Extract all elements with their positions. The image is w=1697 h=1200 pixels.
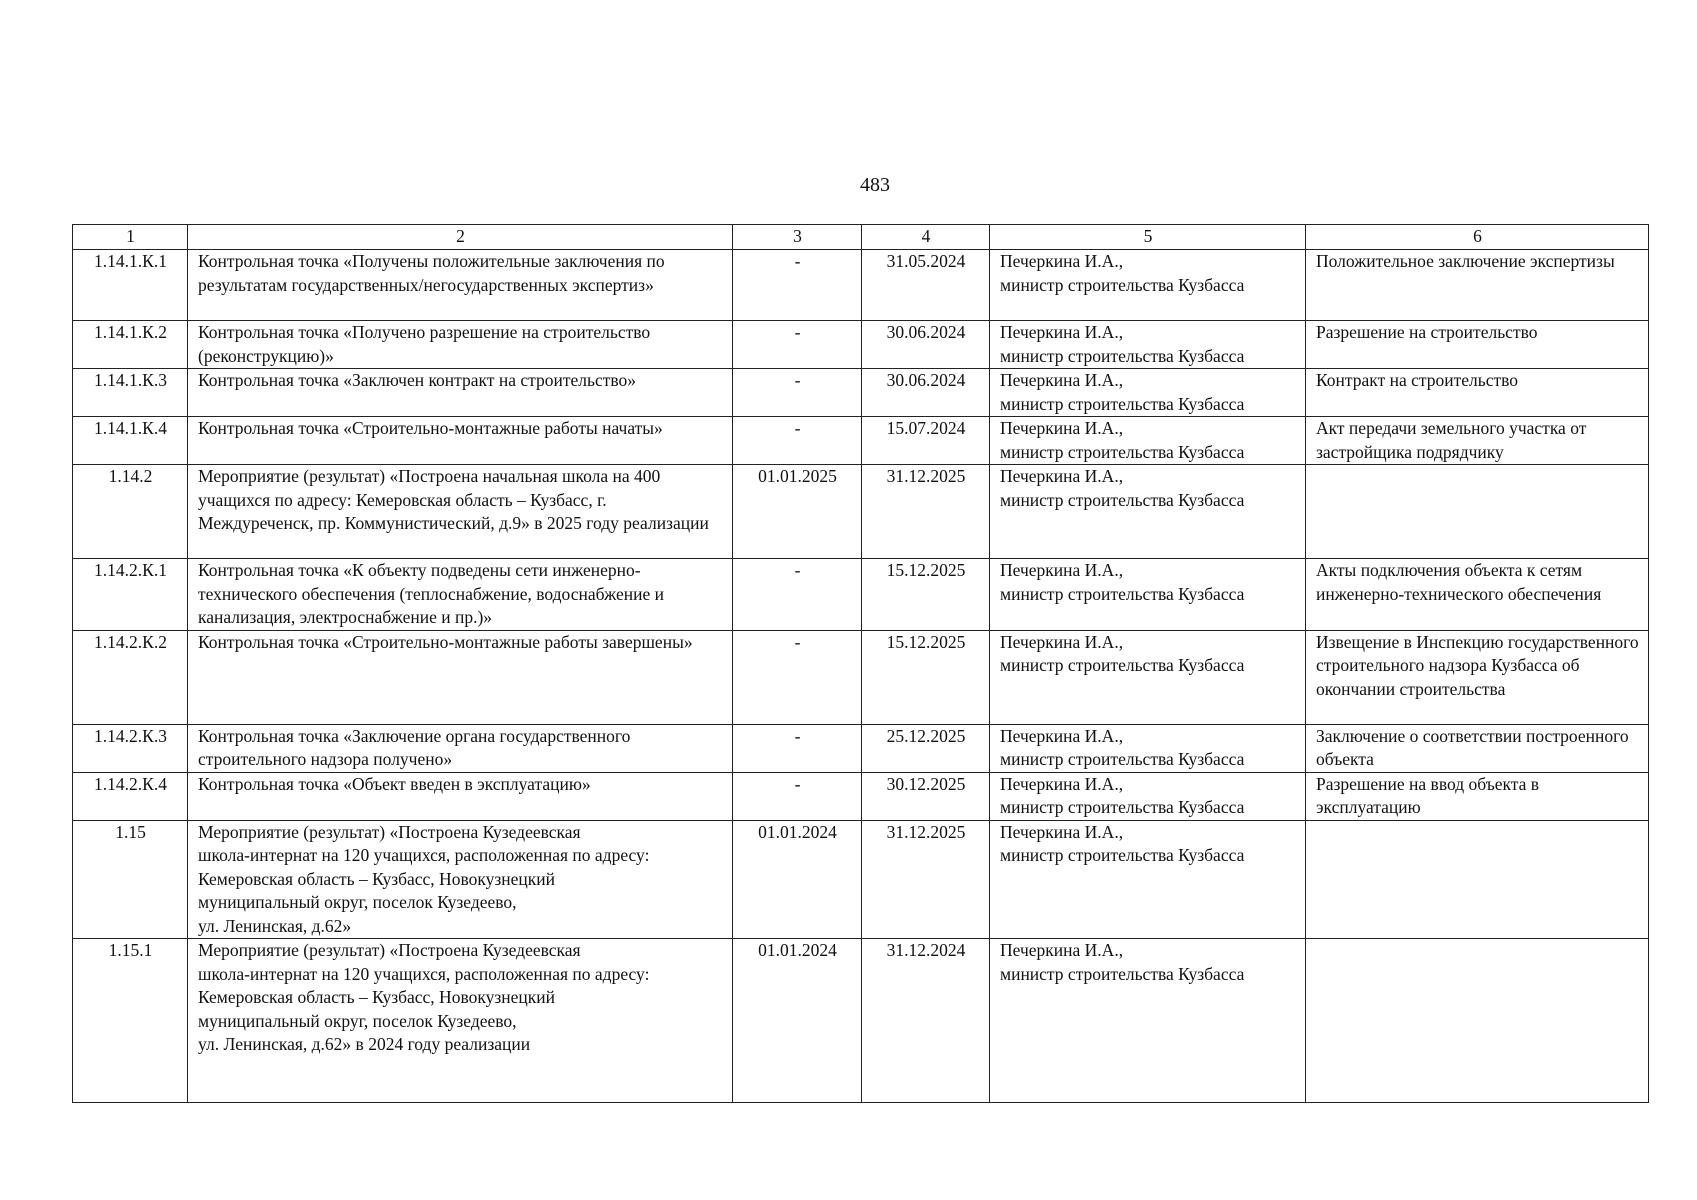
row-start-date: - — [733, 417, 862, 465]
row-responsible — [990, 724, 1306, 772]
responsible-title: министр строительства Кузбасса — [1000, 655, 1245, 675]
table-row — [73, 465, 1649, 559]
row-end-date: 31.12.2025 — [862, 820, 990, 939]
row-end-date: 15.12.2025 — [862, 630, 990, 724]
table-row — [73, 630, 1649, 724]
responsible-name: Печеркина И.А., — [1000, 773, 1124, 794]
column-header-2: 2 — [188, 225, 733, 250]
table-row — [73, 939, 1649, 1103]
row-name-line: Мероприятие (результат) «Построена Кузедеевская — [198, 821, 581, 842]
row-responsible — [990, 417, 1306, 465]
row-number: 1.14.2.К.1 — [73, 559, 188, 631]
responsible-title: министр строительства Кузбасса — [1000, 963, 1245, 984]
row-end-date: 31.05.2024 — [862, 250, 990, 321]
row-responsible — [990, 369, 1306, 417]
responsible-title: министр строительства Кузбасса — [1000, 274, 1245, 295]
table-row — [73, 820, 1649, 939]
responsible-title: министр строительства Кузбасса — [1000, 393, 1245, 414]
row-end-date: 30.12.2025 — [862, 772, 990, 820]
row-name — [188, 820, 733, 939]
row-number: 1.14.1.К.3 — [73, 369, 188, 417]
row-end-date: 31.12.2025 — [862, 465, 990, 559]
row-name-line: муниципальный округ, поселок Кузедеево, — [198, 892, 517, 912]
responsible-name: Печеркина И.А., — [1000, 631, 1124, 652]
row-document: Акты подключения объекта к сетям инженерно-технического обеспечения — [1306, 559, 1649, 631]
row-name: Контрольная точка «Строительно-монтажные работы завершены» — [188, 630, 733, 724]
row-start-date: 01.01.2024 — [733, 820, 862, 939]
row-name-line: Кемеровская область – Кузбасс, Новокузнецкий — [198, 868, 555, 889]
row-name-line: ул. Ленинская, д.62» в 2024 году реализации — [198, 1034, 531, 1054]
responsible-name: Печеркина И.А., — [1000, 251, 1124, 271]
row-name: Контрольная точка «Строительно-монтажные работы начаты» — [188, 417, 733, 465]
row-responsible — [990, 250, 1306, 321]
plan-table — [72, 224, 1649, 1103]
row-number: 1.14.2.К.4 — [73, 772, 188, 820]
row-name-line: школа-интернат на 120 учащихся, расположенная по адресу: — [198, 845, 650, 865]
responsible-name: Печеркина И.А., — [1000, 725, 1124, 746]
table-row — [73, 321, 1649, 369]
table-row — [73, 250, 1649, 321]
table-row — [73, 369, 1649, 417]
responsible-name: Печеркина И.А., — [1000, 418, 1124, 438]
row-name: Контрольная точка «Заключение органа государственного строительного надзора получено» — [188, 724, 733, 772]
table-row — [73, 772, 1649, 820]
row-start-date: - — [733, 630, 862, 724]
row-start-date: 01.01.2024 — [733, 939, 862, 1103]
responsible-name: Печеркина И.А., — [1000, 560, 1124, 580]
row-end-date: 30.06.2024 — [862, 321, 990, 369]
row-end-date: 15.07.2024 — [862, 417, 990, 465]
responsible-name: Печеркина И.А., — [1000, 466, 1124, 486]
row-number: 1.14.2.К.3 — [73, 724, 188, 772]
row-document: Разрешение на ввод объекта в эксплуатацию — [1306, 772, 1649, 820]
row-number: 1.14.2.К.2 — [73, 630, 188, 724]
row-name: Контрольная точка «Получено разрешение на строительство (реконструкцию)» — [188, 321, 733, 369]
row-responsible — [990, 321, 1306, 369]
row-name: Контрольная точка «Объект введен в эксплуатацию» — [188, 772, 733, 820]
row-name: Мероприятие (результат) «Построена начальная школа на 400 учащихся по адресу: Кемеровская область – Кузбасс, г. Междуреченск, пр. Коммунистический, д.9» в 2025 году реализации — [188, 465, 733, 559]
responsible-title: министр строительства Кузбасса — [1000, 441, 1245, 462]
row-start-date: - — [733, 772, 862, 820]
row-document: Контракт на строительство — [1306, 369, 1649, 417]
row-responsible — [990, 939, 1306, 1103]
column-header-4: 4 — [862, 225, 990, 250]
row-document: Заключение о соответствии построенного объекта — [1306, 724, 1649, 772]
row-start-date: - — [733, 321, 862, 369]
table-row — [73, 559, 1649, 631]
row-name: Контрольная точка «Заключен контракт на строительство» — [188, 369, 733, 417]
responsible-name: Печеркина И.А., — [1000, 940, 1124, 960]
row-responsible — [990, 630, 1306, 724]
responsible-name: Печеркина И.А., — [1000, 821, 1124, 842]
row-start-date: - — [733, 724, 862, 772]
row-document — [1306, 939, 1649, 1103]
row-number: 1.14.1.К.2 — [73, 321, 188, 369]
row-responsible — [990, 559, 1306, 631]
responsible-title: министр строительства Кузбасса — [1000, 845, 1245, 865]
row-number: 1.15.1 — [73, 939, 188, 1103]
table-row — [73, 724, 1649, 772]
row-name-line: Кемеровская область – Кузбасс, Новокузнецкий — [198, 987, 555, 1007]
row-end-date: 25.12.2025 — [862, 724, 990, 772]
row-number: 1.14.2 — [73, 465, 188, 559]
row-number: 1.14.1.К.4 — [73, 417, 188, 465]
responsible-title: министр строительства Кузбасса — [1000, 489, 1245, 510]
responsible-title: министр строительства Кузбасса — [1000, 749, 1245, 769]
row-end-date: 31.12.2024 — [862, 939, 990, 1103]
row-responsible — [990, 820, 1306, 939]
row-document — [1306, 820, 1649, 939]
responsible-title: министр строительства Кузбасса — [1000, 345, 1245, 366]
row-document: Акт передачи земельного участка от застройщика подрядчику — [1306, 417, 1649, 465]
row-end-date: 30.06.2024 — [862, 369, 990, 417]
row-number: 1.15 — [73, 820, 188, 939]
row-start-date: - — [733, 369, 862, 417]
responsible-name: Печеркина И.А., — [1000, 322, 1124, 342]
row-document: Разрешение на строительство — [1306, 321, 1649, 369]
table-header-row — [73, 225, 1649, 250]
table-row — [73, 417, 1649, 465]
row-document: Положительное заключение экспертизы — [1306, 250, 1649, 321]
row-name-line: Мероприятие (результат) «Построена Кузедеевская — [198, 940, 581, 960]
row-name-line: школа-интернат на 120 учащихся, расположенная по адресу: — [198, 963, 650, 984]
page-number: 483 — [860, 174, 890, 196]
row-number: 1.14.1.К.1 — [73, 250, 188, 321]
row-start-date: - — [733, 250, 862, 321]
responsible-title: министр строительства Кузбасса — [1000, 583, 1245, 604]
row-responsible — [990, 465, 1306, 559]
responsible-name: Печеркина И.А., — [1000, 370, 1124, 390]
row-name-line: ул. Ленинская, д.62» — [198, 915, 352, 936]
column-header-3: 3 — [733, 225, 862, 250]
column-header-1: 1 — [73, 225, 188, 250]
column-header-5: 5 — [990, 225, 1306, 250]
row-name: Контрольная точка «Получены положительные заключения по результатам государственных/негосударственных экспертиз» — [188, 250, 733, 321]
row-name-line: муниципальный округ, поселок Кузедеево, — [198, 1010, 517, 1031]
responsible-title: министр строительства Кузбасса — [1000, 797, 1245, 817]
row-document — [1306, 465, 1649, 559]
table-body — [73, 250, 1649, 1103]
row-name — [188, 939, 733, 1103]
row-start-date: - — [733, 559, 862, 631]
column-header-6: 6 — [1306, 225, 1649, 250]
row-end-date: 15.12.2025 — [862, 559, 990, 631]
row-document: Извещение в Инспекцию государственного строительного надзора Кузбасса об окончании строительства — [1306, 630, 1649, 724]
row-name: Контрольная точка «К объекту подведены сети инженерно-технического обеспечения (теплоснабжение, водоснабжение и канализация, электроснабжение и пр.)» — [188, 559, 733, 631]
row-responsible — [990, 772, 1306, 820]
row-start-date: 01.01.2025 — [733, 465, 862, 559]
